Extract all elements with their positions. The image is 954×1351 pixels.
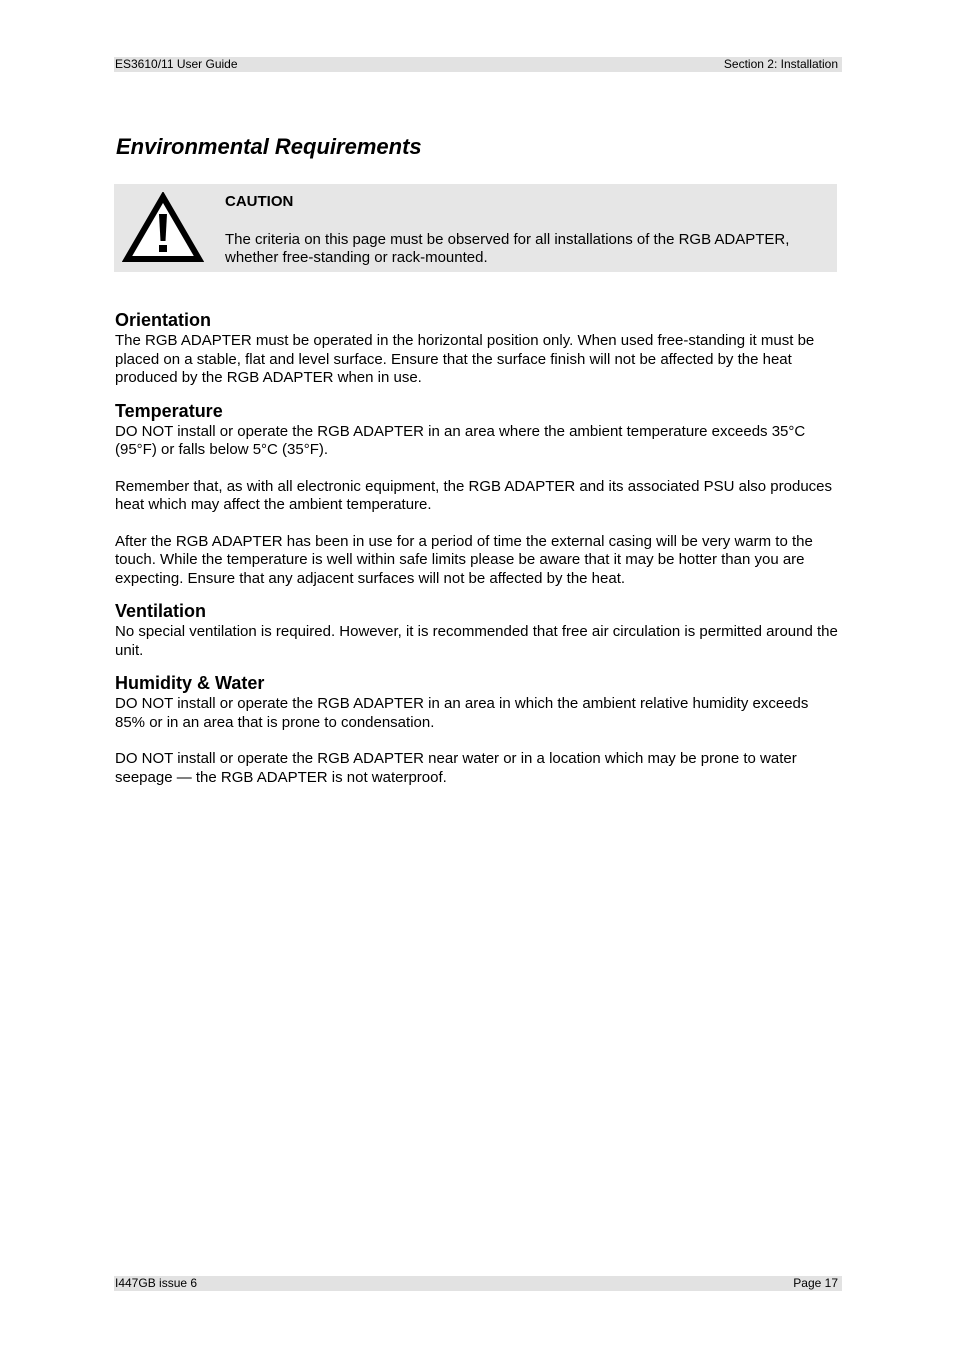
- paragraph: After the RGB ADAPTER has been in use for a period of time the external casing will be very warm to the touch. While the temperature is well within safe limits please be aware that it may be hotter than you are expecting. Ensure that any adjacent surfaces will not be affected by the heat.: [115, 532, 813, 587]
- paragraph: DO NOT install or operate the RGB ADAPTER in an area in which the ambient relative humidity exceeds 85% or in an area that is prone to condensation.: [115, 695, 809, 731]
- page-header: [114, 57, 842, 72]
- section-heading: Ventilation: [115, 601, 207, 621]
- footer-page-number: Page 17: [793, 1276, 838, 1290]
- section-humidity-water: [115, 671, 841, 787]
- header-doc-title: ES3610/11 User Guide: [115, 57, 238, 71]
- section-orientation: [115, 308, 841, 388]
- paragraph: DO NOT install or operate the RGB ADAPTER near water or in a location which may be prone to water seepage — the RGB ADAPTER is not waterproof.: [115, 750, 797, 786]
- header-section: Section 2: Installation: [723, 57, 838, 71]
- paragraph: DO NOT install or operate the RGB ADAPTER in an area where the ambient temperature exceeds 35°C (95°F) or falls below 5°C (35°F).: [115, 422, 806, 458]
- paragraph: Remember that, as with all electronic equipment, the RGB ADAPTER and its associated PSU also produces heat which may affect the ambient temperature.: [115, 477, 833, 513]
- warning-triangle-icon: [122, 192, 204, 264]
- page-footer: [114, 1276, 842, 1291]
- section-ventilation: [115, 599, 841, 660]
- section-heading: Orientation: [115, 310, 212, 330]
- paragraph: The RGB ADAPTER must be operated in the horizontal position only. When used free-standing it must be placed on a stable, flat and level surface. Ensure that the surface finish will not be affected by the heat produced by the RGB ADAPTER when in use.: [115, 332, 815, 386]
- caution-text: The criteria on this page must be observed for all installations of the RGB ADAPTER, whether free-standing or rack-mounted.: [225, 231, 790, 266]
- page-title: Environmental Requirements: [116, 134, 422, 159]
- section-heading: Humidity & Water: [115, 673, 265, 693]
- caution-box: [114, 184, 837, 272]
- caution-heading: CAUTION: [225, 193, 294, 210]
- section-heading: Temperature: [115, 400, 223, 421]
- paragraph: No special ventilation is required. However, it is recommended that free air circulation is permitted around the unit.: [115, 623, 838, 659]
- footer-doc-issue: I447GB issue 6: [115, 1276, 198, 1290]
- section-temperature: [115, 399, 841, 589]
- main-content: [115, 308, 841, 798]
